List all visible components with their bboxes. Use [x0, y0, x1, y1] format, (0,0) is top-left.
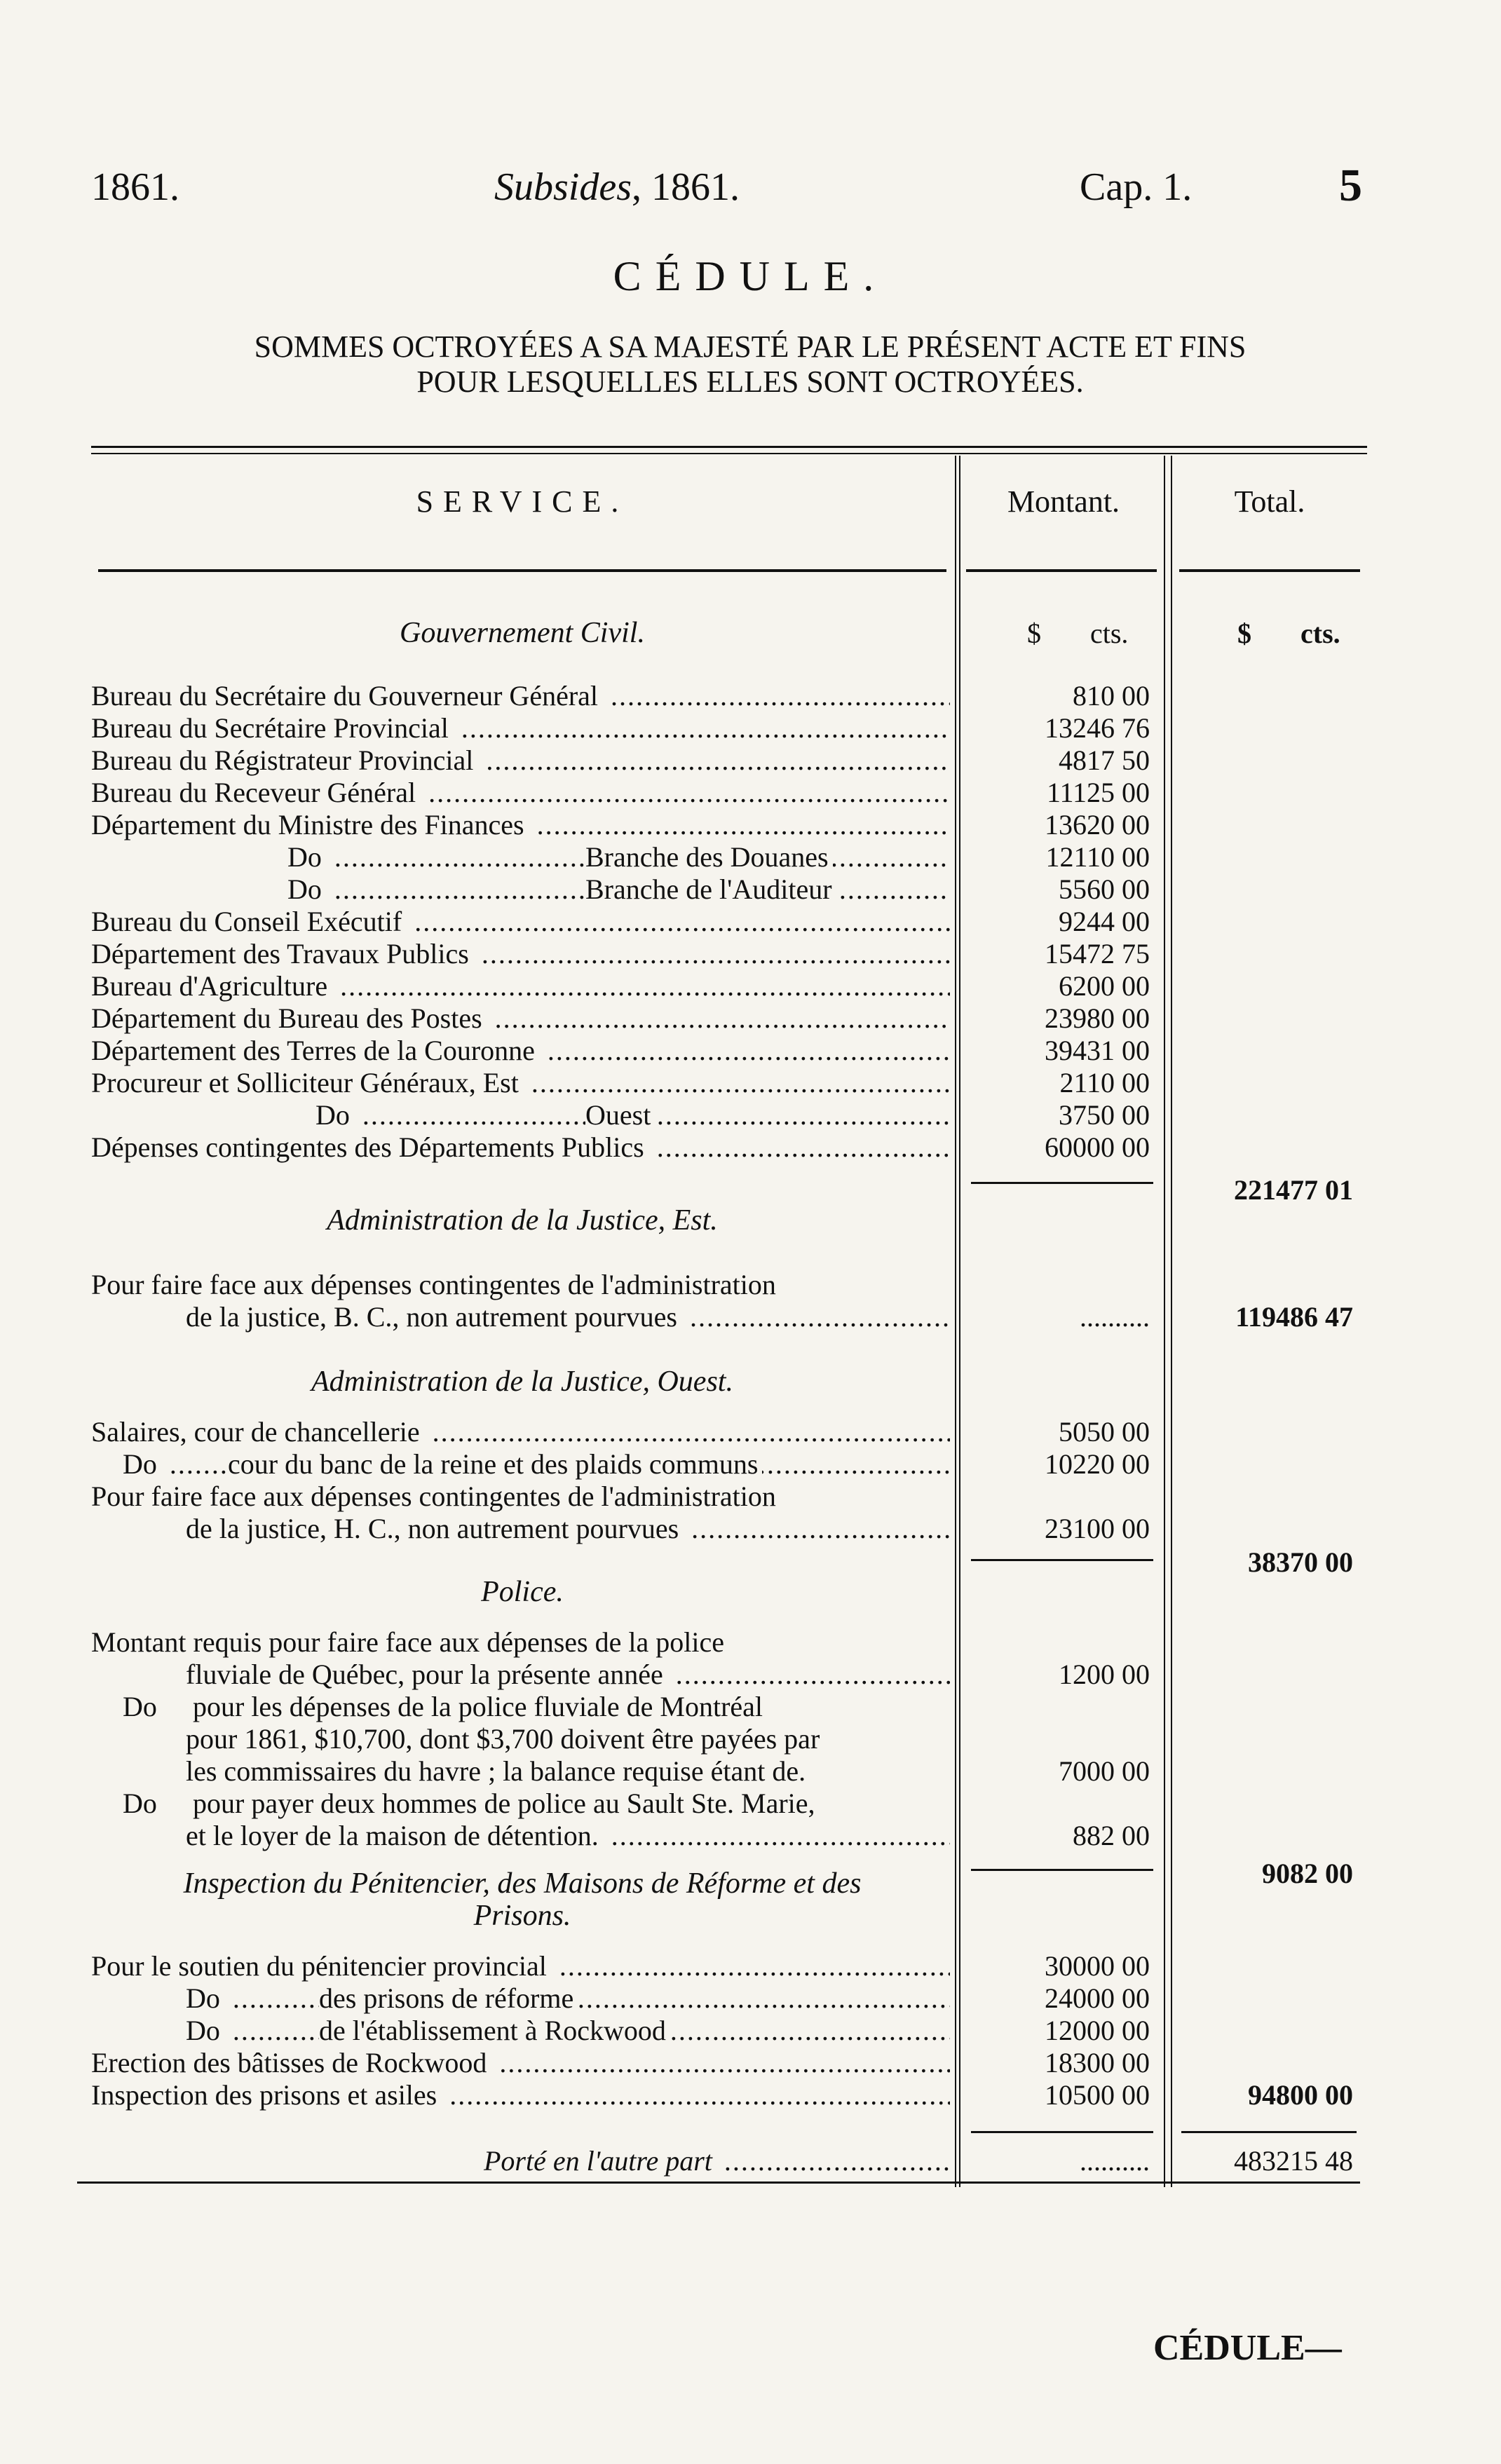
carried-label [91, 2145, 950, 2177]
running-head-title-rest: , 1861. [632, 165, 740, 209]
service-label [91, 1035, 950, 1067]
amount: 12000 00 [1045, 2015, 1150, 2046]
ditto-mark: Do [123, 1448, 161, 1480]
service-text: Erection des bâtisses de Rockwood [91, 2047, 491, 2078]
ditto-mark: Do [123, 1691, 161, 1722]
carried-rule-total [1181, 2131, 1357, 2133]
service-subtext: pour payer deux hommes de police au Sault Ste. Marie, [193, 1788, 820, 1820]
service-text: Inspection des prisons et asiles [91, 2079, 441, 2111]
header-rule-montant [966, 569, 1157, 572]
units-dollar-montant: $ [1027, 618, 1041, 649]
schedule-title: CÉDULE. [613, 253, 888, 299]
header-service: SERVICE. [416, 484, 629, 519]
service-label [91, 1099, 950, 1131]
service-subtext: Branche des Douanes [585, 841, 833, 873]
section-total: 221477 01 [1234, 1174, 1353, 1206]
service-text: Montant requis pour faire face aux dépenses de la police [91, 1626, 728, 1658]
amount: 5050 00 [1059, 1416, 1150, 1448]
column-divider-2 [1164, 456, 1165, 2187]
amount: 810 00 [1073, 680, 1150, 712]
service-label [91, 777, 950, 809]
ditto-mark: Do [186, 1982, 224, 2014]
amount: 60000 00 [1045, 1131, 1150, 1163]
service-label [91, 1481, 950, 1513]
service-label [91, 2047, 950, 2079]
service-label [91, 873, 950, 906]
catchword: CÉDULE— [1153, 2328, 1342, 2368]
service-label [91, 1416, 950, 1448]
service-label [91, 2015, 950, 2047]
column-divider-2b [1171, 456, 1172, 2187]
service-label [91, 1131, 950, 1164]
service-text: Pour faire face aux dépenses contingentes de l'administration [91, 1481, 780, 1512]
service-text: Salaires, cour de chancellerie [91, 1416, 424, 1448]
header-total: Total. [1234, 484, 1305, 519]
section-total: 9082 00 [1262, 1858, 1353, 1889]
column-divider-1b [959, 456, 960, 2187]
service-subtext: de l'établissement à Rockwood [319, 2015, 670, 2047]
section-title: Administration de la Justice, Ouest. [311, 1366, 733, 1398]
service-label [91, 906, 950, 938]
ditto-mark: Do [186, 2015, 224, 2046]
section-total: 94800 00 [1248, 2079, 1353, 2111]
header-montant: Montant. [1007, 484, 1120, 519]
amount: 5560 00 [1059, 873, 1150, 905]
service-text: de la justice, B. C., non autrement pourvues [186, 1301, 681, 1333]
subtotal-rule [971, 1182, 1153, 1184]
amount: .......... [1080, 1301, 1150, 1333]
service-label [91, 970, 950, 1002]
section-title-continued: Prisons. [473, 1900, 571, 1932]
table-bottom-rule [77, 2181, 1360, 2184]
page-number: 5 [1339, 160, 1362, 211]
service-label [91, 1067, 950, 1099]
service-text: Département du Bureau des Postes [91, 1002, 487, 1034]
service-label [91, 938, 950, 970]
service-text: de la justice, H. C., non autrement pourvues [186, 1513, 683, 1544]
subtotal-rule [971, 1869, 1153, 1871]
amount: 3750 00 [1059, 1099, 1150, 1131]
amount: 13620 00 [1045, 809, 1150, 840]
service-label [91, 1269, 950, 1301]
service-text: et le loyer de la maison de détention. [186, 1820, 603, 1851]
section-title: Police. [481, 1576, 564, 1608]
amount: 23980 00 [1045, 1002, 1150, 1034]
amount: 882 00 [1073, 1820, 1150, 1851]
service-text: Bureau du Secrétaire Provincial [91, 712, 453, 744]
subtitle-line-2: POUR LESQUELLES ELLES SONT OCTROYÉES. [416, 365, 1084, 399]
service-text: Bureau d'Agriculture [91, 970, 332, 1002]
service-text: Pour le soutien du pénitencier provincial [91, 1950, 551, 1982]
amount: 1200 00 [1059, 1659, 1150, 1690]
service-text: Pour faire face aux dépenses contingentes de l'administration [91, 1269, 780, 1300]
amount: 30000 00 [1045, 1950, 1150, 1982]
running-head-title-italic: Subsides [494, 165, 632, 209]
service-label [91, 1448, 950, 1481]
service-text: Bureau du Régistrateur Provincial [91, 744, 477, 776]
service-subtext: Branche de l'Auditeur [585, 873, 836, 906]
section-total: 38370 00 [1248, 1546, 1353, 1578]
service-label [91, 1513, 950, 1545]
service-subtext: des prisons de réforme [319, 1982, 578, 2015]
carried-montant: .......... [1080, 2145, 1150, 2177]
table-top-rule [91, 446, 1367, 448]
header-rule-service [98, 569, 946, 572]
running-head-title [494, 165, 740, 210]
carried-total: 483215 48 [1234, 2145, 1353, 2177]
carried-text: Porté en l'autre part [484, 2145, 716, 2177]
amount: 23100 00 [1045, 1513, 1150, 1544]
service-label [91, 1626, 950, 1659]
subtitle-line-1: SOMMES OCTROYÉES A SA MAJESTÉ PAR LE PRÉSENT ACTE ET FINS [254, 329, 1247, 364]
schedule-subtitle [105, 329, 1395, 400]
amount: 11125 00 [1046, 777, 1150, 808]
service-label [91, 744, 950, 777]
section-title: Administration de la Justice, Est. [327, 1204, 718, 1237]
service-subtext: Ouest [585, 1099, 655, 1131]
amount: 39431 00 [1045, 1035, 1150, 1066]
service-text: pour 1861, $10,700, dont $3,700 doivent être payées par [186, 1723, 824, 1755]
table-top-rule-inner [91, 453, 1367, 454]
section-title: Inspection du Pénitencier, des Maisons de Réforme et des [183, 1867, 862, 1900]
service-text: Bureau du Secrétaire du Gouverneur Général [91, 680, 602, 712]
units-cents-total: cts. [1300, 618, 1340, 649]
service-label [91, 1788, 950, 1820]
service-label [91, 809, 950, 841]
service-label [91, 1755, 950, 1788]
amount: 4817 50 [1059, 744, 1150, 776]
subtotal-rule [971, 1559, 1153, 1561]
service-label [91, 1820, 950, 1852]
service-text: Département des Travaux Publics [91, 938, 473, 969]
service-label [91, 680, 950, 712]
service-label [91, 1723, 950, 1755]
service-text: Département du Ministre des Finances [91, 809, 529, 840]
ditto-mark: Do [287, 841, 326, 873]
units-dollar-total: $ [1237, 618, 1251, 649]
service-text: Département des Terres de la Couronne [91, 1035, 539, 1066]
service-label [91, 1691, 950, 1723]
running-head-chapter: Cap. 1. [1080, 165, 1193, 209]
amount: 18300 00 [1045, 2047, 1150, 2078]
service-text: Bureau du Conseil Exécutif [91, 906, 406, 937]
service-label [91, 1659, 950, 1691]
service-subtext: pour les dépenses de la police fluviale de Montréal [193, 1691, 767, 1723]
service-subtext: cour du banc de la reine et des plaids communs [228, 1448, 762, 1481]
ditto-mark: Do [287, 873, 326, 905]
amount: 6200 00 [1059, 970, 1150, 1002]
service-label [91, 1301, 950, 1333]
service-text: Bureau du Receveur Général [91, 777, 420, 808]
ditto-mark: Do [123, 1788, 161, 1819]
amount: 12110 00 [1045, 841, 1150, 873]
amount: 10500 00 [1045, 2079, 1150, 2111]
service-text: fluviale de Québec, pour la présente année [186, 1659, 667, 1690]
amount: 10220 00 [1045, 1448, 1150, 1480]
service-text: Procureur et Solliciteur Généraux, Est [91, 1067, 523, 1098]
service-label [91, 1002, 950, 1035]
section-title: Gouvernement Civil. [400, 617, 645, 649]
header-rule-total [1179, 569, 1360, 572]
column-divider-1 [955, 456, 956, 2187]
service-label [91, 1950, 950, 1982]
amount: 9244 00 [1059, 906, 1150, 937]
ditto-mark: Do [315, 1099, 354, 1131]
service-text: les commissaires du havre ; la balance requise étant de. [186, 1755, 810, 1787]
service-text: Dépenses contingentes des Départements Publics [91, 1131, 648, 1163]
running-head-year: 1861. [91, 165, 179, 209]
amount: 2110 00 [1059, 1067, 1150, 1098]
service-label [91, 712, 950, 744]
service-label [91, 841, 950, 873]
service-label [91, 1982, 950, 2015]
service-label [91, 2079, 950, 2111]
amount: 15472 75 [1045, 938, 1150, 969]
units-cents-montant: cts. [1090, 618, 1129, 649]
carried-rule-montant [971, 2131, 1153, 2133]
running-head [91, 160, 1374, 221]
amount: 13246 76 [1045, 712, 1150, 744]
amount: 7000 00 [1059, 1755, 1150, 1787]
amount: 24000 00 [1045, 1982, 1150, 2014]
section-total: 119486 47 [1235, 1301, 1353, 1333]
